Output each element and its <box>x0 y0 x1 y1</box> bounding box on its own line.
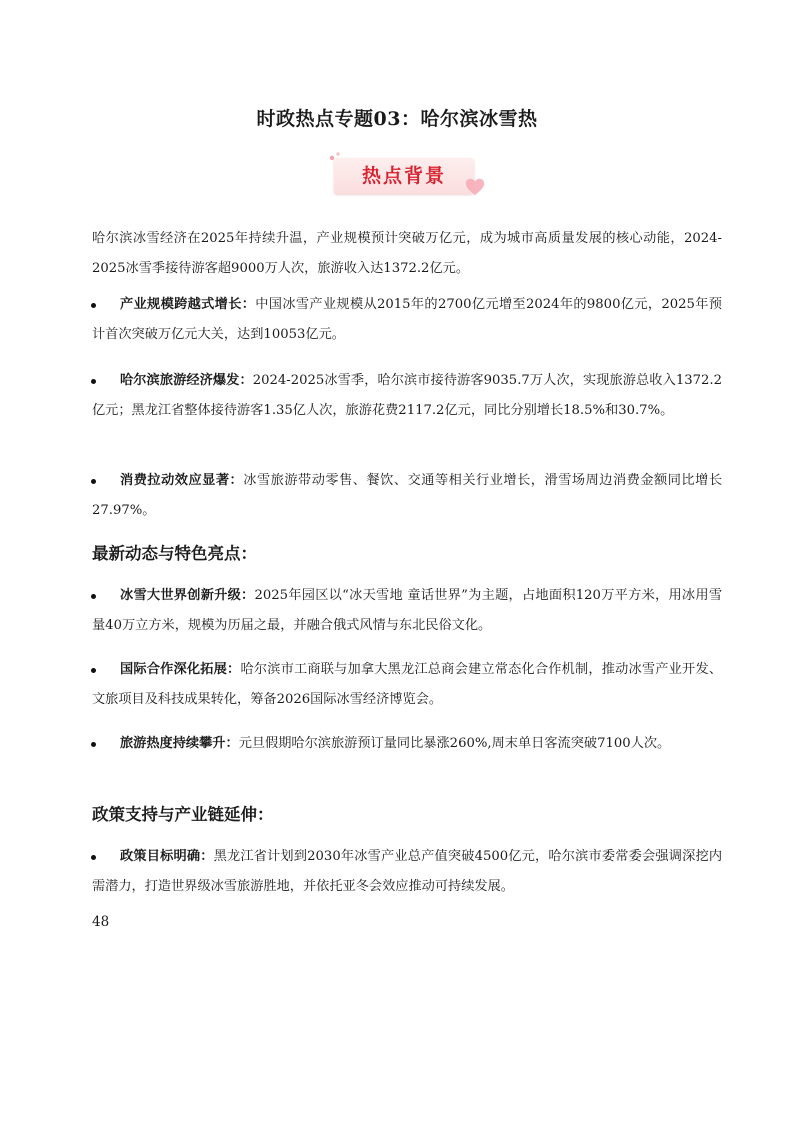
bullet-dot <box>91 742 96 747</box>
list-item-text: 2025年园区以“冰天雪地 童话世界”为主题，占地面积120万平方米，用冰用雪量40万立方米，规模为历届之最，并融合俄式风情与东北民俗文化。 <box>92 588 723 633</box>
bullet-dot <box>91 303 96 308</box>
intro-paragraph: 哈尔滨冰雪经济在2025年持续升温，产业规模预计突破万亿元，成为城市高质量发展的核心动能，2024-2025冰雪季接待游客超9000万人次，旅游收入达1372.2亿元。 <box>92 231 722 276</box>
banner-label: 热点背景 <box>361 165 446 187</box>
list-item-label: 国际合作深化拓展： <box>120 662 241 677</box>
list-item-text: 黑龙江省计划到2030年冰雪产业总产值突破4500亿元，哈尔滨市委常委会强调深挖内需潜力，打造世界级冰雪旅游胜地，并依托亚冬会效应推动可持续发展。 <box>92 849 723 894</box>
bullet-dot <box>91 594 96 599</box>
list-item-label: 冰雪大世界创新升级： <box>120 588 255 603</box>
page-number: 48 <box>92 914 110 930</box>
section-heading: 政策支持与产业链延伸： <box>92 805 274 824</box>
bullet-dot <box>91 479 96 484</box>
list-item <box>92 581 722 641</box>
list-item-text: 哈尔滨市工商联与加拿大黑龙江总商会建立常态化合作机制，推动冰雪产业开发、文旅项目及科技成果转化，筹备2026国际冰雪经济博览会。 <box>92 662 723 707</box>
list-item-label: 消费拉动效应显著： <box>120 473 244 488</box>
heart-icon <box>464 176 486 198</box>
list-item <box>92 366 722 426</box>
list-item <box>92 290 722 350</box>
section-banner <box>324 150 490 204</box>
list-item-text: 中国冰雪产业规模从2015年的2700亿元增至2024年的9800亿元，2025年预计首次突破万亿元大关，达到10053亿元。 <box>92 297 722 342</box>
banner-box <box>334 158 474 194</box>
list-item <box>92 466 722 526</box>
list-item-label: 产业规模跨越式增长： <box>120 297 256 312</box>
bullet-dot <box>91 379 96 384</box>
page-title: 时政热点专题03：哈尔滨冰雪热 <box>256 108 538 130</box>
section-heading: 最新动态与特色亮点： <box>92 544 257 563</box>
list-item-text: 元旦假期哈尔滨旅游预订量同比暴涨260%,周末单日客流突破7100人次。 <box>238 736 671 751</box>
list-item-label: 旅游热度持续攀升： <box>120 736 239 751</box>
list-item-text: 冰雪旅游带动零售、餐饮、交通等相关行业增长，滑雪场周边消费金额同比增长27.97%。 <box>92 473 723 518</box>
list-item <box>92 729 722 759</box>
bullet-dot <box>91 668 96 673</box>
list-item <box>92 842 722 902</box>
bullet-dot <box>91 855 96 860</box>
list-item <box>92 655 722 715</box>
list-item-label: 哈尔滨旅游经济爆发： <box>120 373 253 388</box>
list-item-label: 政策目标明确： <box>120 849 214 864</box>
list-item-text: 2024-2025冰雪季，哈尔滨市接待游客9035.7万人次，实现旅游总收入1372.2亿元；黑龙江省整体接待游客1.35亿人次，旅游花费2117.2亿元，同比分别增长18.5%和30.7%。 <box>92 373 722 418</box>
